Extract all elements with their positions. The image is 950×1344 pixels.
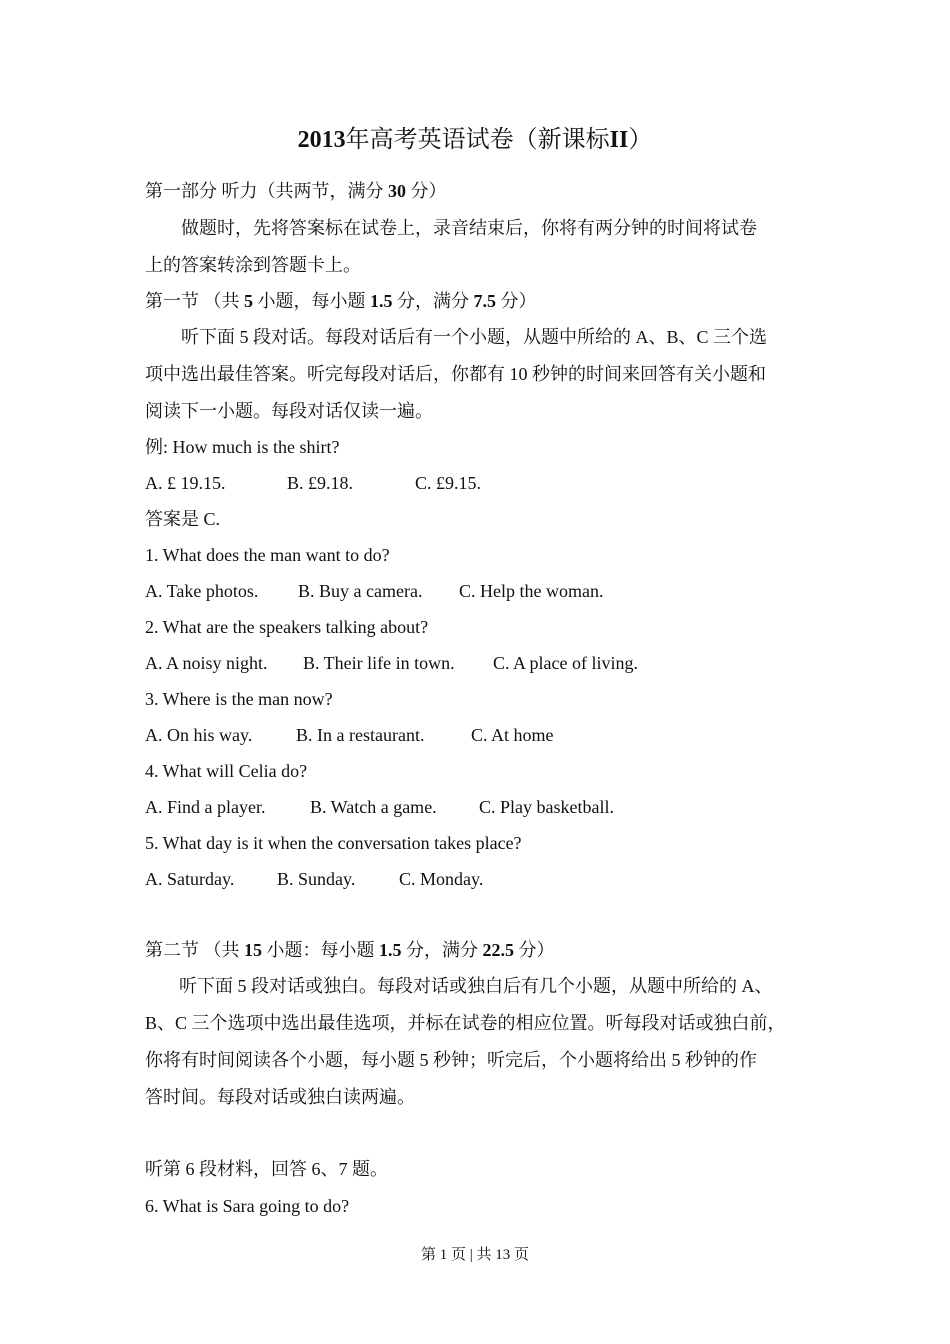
title-year: 2013 (297, 127, 346, 153)
s1-h-a: 第一节 （共 (145, 291, 244, 311)
example-answer: 答案是 C. (145, 509, 221, 529)
s2-h-g: 分） (514, 940, 555, 960)
q4-option-c: C. Play basketball. (479, 797, 614, 817)
question-2-options (145, 650, 638, 676)
question-5: 5. What day is it when the conversation takes place? (145, 833, 522, 853)
part1-instruction-line1: 做题时，先将答案标在试卷上，录音结束后，你将有两分钟的时间将试卷 (181, 218, 757, 238)
part1-instruction-line2: 上的答案转涂到答题卡上。 (145, 255, 361, 275)
q2-option-a: A. A noisy night. (145, 653, 268, 673)
question-3-options (145, 722, 554, 748)
q1-option-a: A. Take photos. (145, 581, 259, 601)
example-options (145, 470, 481, 496)
section2-paragraph-line4: 答时间。每段对话或独白读两遍。 (145, 1087, 415, 1107)
section1-paragraph-line3: 阅读下一小题。每段对话仅读一遍。 (145, 401, 433, 421)
section2-paragraph-line3: 你将有时间阅读各个小题，每小题 5 秒钟；听完后，个小题将给出 5 秒钟的作 (145, 1050, 757, 1070)
title-text: 年高考英语试卷（新课标 (345, 127, 610, 153)
q5-option-a: A. Saturday. (145, 869, 235, 889)
title-suffix: II (609, 127, 629, 153)
part1-heading-score: 30 (388, 181, 406, 201)
q1-option-b: B. Buy a camera. (298, 581, 423, 601)
section2-paragraph-line1: 听下面 5 段对话或独白。每段对话或独白后有几个小题，从题中所给的 A、 (179, 976, 773, 996)
q5-option-c: C. Monday. (399, 869, 484, 889)
s1-h-c: 小题，每小题 (253, 291, 370, 311)
section2-paragraph-line2: B、C 三个选项中选出最佳选项，并标在试卷的相应位置。听每段对话或独白前， (145, 1013, 786, 1033)
question-5-options (145, 866, 483, 892)
q5-option-b: B. Sunday. (277, 869, 356, 889)
q3-option-c: C. At home (471, 725, 554, 745)
s2-h-e: 分，满分 (401, 940, 483, 960)
s1-h-g: 分） (496, 291, 537, 311)
q2-option-c: C. A place of living. (493, 653, 638, 673)
section1-paragraph-line2: 项中选出最佳答案。听完每段对话后，你都有 10 秒钟的时间来回答有关小题和 (145, 364, 766, 384)
s2-h-b: 15 (244, 940, 262, 960)
s2-h-c: 小题：每小题 (262, 940, 379, 960)
example-option-c: C. £9.15. (415, 473, 482, 493)
q2-option-b: B. Their life in town. (303, 653, 455, 673)
question-4: 4. What will Celia do? (145, 761, 308, 781)
s2-h-a: 第二节 （共 (145, 940, 244, 960)
question-4-options (145, 794, 614, 820)
q1-option-c: C. Help the woman. (459, 581, 604, 601)
part1-heading-end: 分） (406, 181, 447, 201)
question-1-options (145, 578, 603, 604)
s2-h-f: 22.5 (482, 940, 514, 960)
example-question: 例: How much is the shirt? (145, 437, 340, 457)
s1-h-f: 7.5 (473, 291, 496, 311)
page-footer: 第 1 页 | 共 13 页 (420, 1247, 529, 1263)
section1-paragraph-line1: 听下面 5 段对话。每段对话后有一个小题，从题中所给的 A、B、C 三个选 (181, 327, 768, 347)
part1-heading-text: 第一部分 听力（共两节，满分 (145, 181, 388, 201)
q3-option-b: B. In a restaurant. (296, 725, 425, 745)
example-option-b: B. £9.18. (287, 473, 354, 493)
question-1: 1. What does the man want to do? (145, 545, 390, 565)
material6-intro: 听第 6 段材料，回答 6、7 题。 (145, 1159, 388, 1179)
question-6: 6. What is Sara going to do? (145, 1196, 350, 1216)
part1-heading (145, 178, 447, 204)
s1-h-d: 1.5 (370, 291, 393, 311)
section1-heading (145, 288, 537, 314)
s1-h-b: 5 (244, 291, 253, 311)
q3-option-a: A. On his way. (145, 725, 253, 745)
question-3: 3. Where is the man now? (145, 689, 333, 709)
question-2: 2. What are the speakers talking about? (145, 617, 429, 637)
q4-option-a: A. Find a player. (145, 797, 266, 817)
q4-option-b: B. Watch a game. (310, 797, 437, 817)
title-close: ） (628, 127, 653, 153)
page-title (0, 122, 950, 158)
s1-h-e: 分，满分 (392, 291, 474, 311)
s2-h-d: 1.5 (379, 940, 402, 960)
section2-heading (145, 937, 555, 963)
example-option-a: A. £ 19.15. (145, 473, 226, 493)
